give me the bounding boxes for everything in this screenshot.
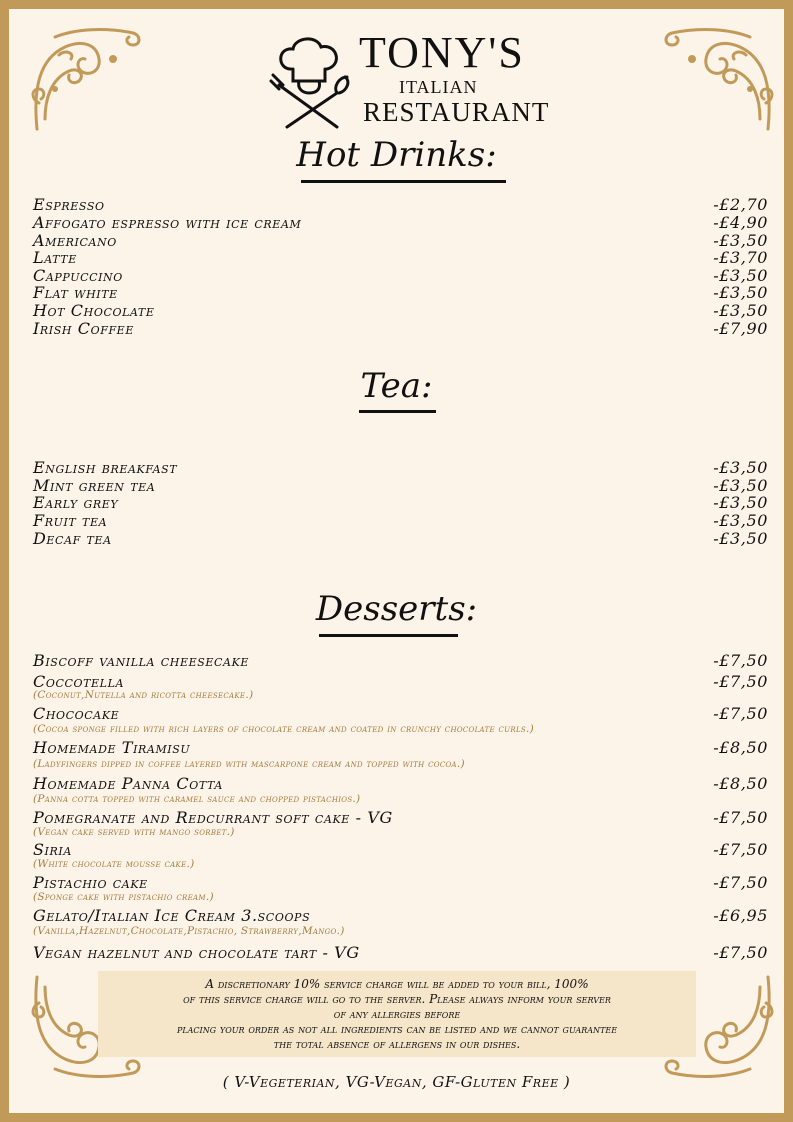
menu-paper	[9, 9, 784, 1113]
item-description: (Panna cotta topped with caramel sauce and chopped pistachios.)	[33, 793, 361, 805]
notice-line: of any allergies before	[333, 1007, 461, 1021]
item-price: -£3,50	[713, 529, 768, 548]
item-description: (Coconut,Nutella and ricotta cheesecake.)	[33, 689, 254, 701]
menu-item	[33, 195, 768, 214]
item-name: Latte	[33, 248, 77, 267]
item-price: -£3,50	[713, 476, 768, 495]
item-price: -£7,50	[713, 651, 768, 670]
menu-item	[33, 248, 768, 267]
item-price: -£3,50	[713, 266, 768, 285]
item-name: Hot Chocolate	[33, 301, 155, 320]
section-underline	[301, 180, 506, 183]
item-description: (Vegan cake served with mango sorbet.)	[33, 826, 235, 838]
item-name: Homemade Tiramisu	[33, 738, 191, 757]
menu-item	[33, 840, 768, 859]
item-name: Cappuccino	[33, 266, 123, 285]
service-charge-notice	[98, 971, 696, 1057]
item-price: -£7,50	[713, 873, 768, 892]
item-price: -£2,70	[713, 195, 768, 214]
item-name: Irish Coffee	[33, 319, 134, 338]
item-description: (White chocolate mousse cake.)	[33, 858, 195, 870]
item-name: Americano	[33, 231, 117, 250]
item-price: -£7,50	[713, 704, 768, 723]
item-name: Pomegranate and Redcurrant soft cake - VG	[33, 808, 393, 827]
menu-item	[33, 774, 768, 793]
item-price: -£8,50	[713, 774, 768, 793]
menu-item	[33, 651, 768, 670]
notice-line: the total absence of allergens in our dishes.	[273, 1037, 521, 1051]
notice-line: A discretionary 10% service charge will be added to your bill, 100%	[205, 977, 589, 991]
section-title-tea: Tea:	[360, 366, 433, 406]
menu-item	[33, 493, 768, 512]
corner-flourish-icon	[25, 19, 145, 139]
item-name: Gelato/Italian Ice Cream 3.scoops	[33, 906, 311, 925]
item-description: (Cocoa sponge filled with rich layers of chocolate cream and coated in crunchy chocolate curls.)	[33, 723, 535, 735]
item-price: -£3,70	[713, 248, 768, 267]
section-underline	[319, 634, 458, 637]
dietary-legend: ( V-Vegeterian, VG-Vegan, GF-Gluten Free )	[222, 1073, 571, 1091]
menu-item	[33, 873, 768, 892]
item-name: English breakfast	[33, 458, 178, 477]
item-name: Pistachio cake	[33, 873, 148, 892]
brand-subtitle: ITALIAN	[399, 77, 478, 97]
menu-item	[33, 906, 768, 925]
item-price: -£3,50	[713, 231, 768, 250]
item-price: -£7,50	[713, 808, 768, 827]
item-name: Homemade Panna Cotta	[33, 774, 223, 793]
menu-item	[33, 704, 768, 723]
item-price: -£7,50	[713, 943, 768, 962]
menu-item	[33, 213, 768, 232]
item-description: (Ladyfingers dipped in coffee layered with mascarpone cream and topped with cocoa.)	[33, 758, 465, 770]
section-title-desserts: Desserts:	[315, 589, 478, 629]
menu-item	[33, 458, 768, 477]
notice-line: of this service charge will go to the server. Please always inform your server	[183, 992, 611, 1006]
section-underline	[359, 410, 436, 413]
menu-item	[33, 511, 768, 530]
item-description: (Sponge cake with pistachio cream.)	[33, 891, 214, 903]
menu-item	[33, 529, 768, 548]
menu-item	[33, 319, 768, 338]
item-price: -£7,50	[713, 672, 768, 691]
item-name: Espresso	[33, 195, 105, 214]
chef-hat-cutlery-icon	[267, 31, 357, 131]
item-name: Decaf tea	[33, 529, 112, 548]
menu-item	[33, 738, 768, 757]
item-name: Coccotella	[33, 672, 125, 691]
item-price: -£8,50	[713, 738, 768, 757]
item-name: Fruit tea	[33, 511, 108, 530]
item-name: Chococake	[33, 704, 120, 723]
section-title-hot-drinks: Hot Drinks:	[296, 135, 497, 175]
item-price: -£3,50	[713, 511, 768, 530]
item-price: -£7,50	[713, 840, 768, 859]
notice-line: placing your order as not all ingredients can be listed and we cannot guarantee	[176, 1022, 618, 1036]
item-description: (Vanilla,Hazelnut,Chocolate,Pistachio, Strawberry,Mango.)	[33, 925, 345, 937]
item-price: -£3,50	[713, 283, 768, 302]
brand-name: TONY'S	[359, 28, 525, 77]
item-name: Biscoff vanilla cheesecake	[33, 651, 250, 670]
item-name: Flat white	[33, 283, 118, 302]
corner-flourish-icon	[660, 19, 780, 139]
item-price: -£3,50	[713, 458, 768, 477]
item-price: -£7,90	[713, 319, 768, 338]
brand-subtitle: RESTAURANT	[363, 97, 550, 127]
item-name: Siria	[33, 840, 72, 859]
menu-item	[33, 301, 768, 320]
item-price: -£4,90	[713, 213, 768, 232]
menu-item	[33, 283, 768, 302]
item-name: Vegan hazelnut and chocolate tart - VG	[33, 943, 360, 962]
item-name: Mint green tea	[33, 476, 156, 495]
item-price: -£6,95	[713, 906, 768, 925]
restaurant-logo	[267, 23, 550, 133]
item-price: -£3,50	[713, 301, 768, 320]
item-name: Affogato espresso with ice cream	[33, 213, 302, 232]
item-name: Early grey	[33, 493, 119, 512]
menu-item	[33, 808, 768, 827]
menu-item	[33, 943, 768, 962]
item-price: -£3,50	[713, 493, 768, 512]
